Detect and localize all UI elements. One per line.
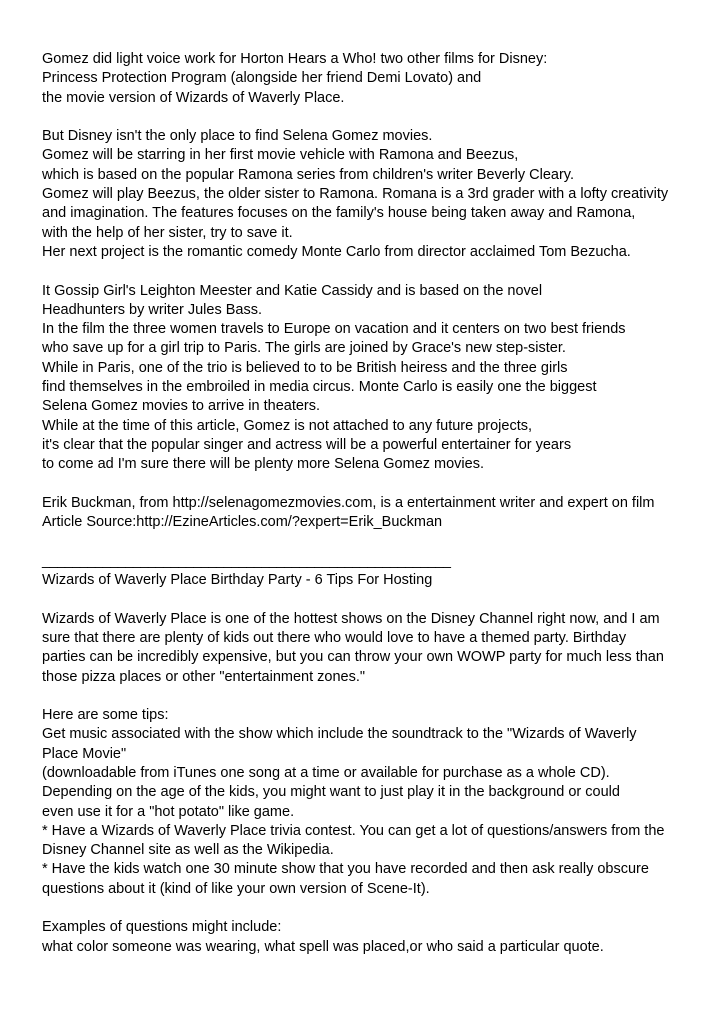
text-line: While at the time of this article, Gomez is not attached to any future projects,: [42, 417, 533, 434]
paragraph-monte-carlo: [42, 282, 702, 475]
text-line: even use it for a "hot potato" like game.: [42, 803, 295, 820]
text-line: Examples of questions might include:: [42, 919, 282, 936]
text-line: Headhunters by writer Jules Bass.: [42, 301, 263, 318]
text-line: Selena Gomez movies to arrive in theaters.: [42, 398, 321, 415]
text-line: (downloadable from iTunes one song at a time or available for purchase as a whole CD).: [42, 764, 610, 781]
paragraph-wowp-intro: [42, 610, 702, 687]
text-line: and imagination. The features focuses on the family's house being taken away and Ramona,: [42, 205, 636, 222]
text-line: It Gossip Girl's Leighton Meester and Katie Cassidy and is based on the novel: [42, 282, 543, 299]
text-line: Her next project is the romantic comedy Monte Carlo from director acclaimed Tom Bezucha.: [42, 243, 631, 260]
text-line: Erik Buckman, from http://selenagomezmovies.com, is a entertainment writer and expert on film: [42, 494, 655, 511]
paragraph-ramona-beezus: [42, 127, 702, 262]
text-line: what color someone was wearing, what spell was placed,or who said a particular quote.: [42, 938, 604, 955]
separator-rule: ______________________________________________________: [42, 552, 451, 569]
paragraph-author-source: [42, 494, 702, 533]
text-line: which is based on the popular Ramona series from children's writer Beverly Cleary.: [42, 166, 574, 183]
text-line: Wizards of Waverly Place is one of the hottest shows on the Disney Channel right now, and I am: [42, 610, 660, 627]
text-line: Here are some tips:: [42, 707, 169, 724]
text-line: Gomez did light voice work for Horton Hears a Who! two other films for Disney:: [42, 51, 548, 67]
text-line: those pizza places or other "entertainment zones.": [42, 668, 366, 685]
text-line: Get music associated with the show which include the soundtrack to the "Wizards of Waverly: [42, 726, 637, 743]
text-line: While in Paris, one of the trio is believed to to be British heiress and the three girls: [42, 359, 568, 376]
paragraph-section-heading: [42, 552, 702, 591]
text-line: Place Movie": [42, 745, 127, 762]
text-line: Depending on the age of the kids, you might want to just play it in the background or could: [42, 784, 620, 801]
text-line: Disney Channel site as well as the Wikipedia.: [42, 842, 334, 859]
text-line: sure that there are plenty of kids out there who would love to have a themed party. Birthday: [42, 629, 627, 646]
text-line: parties can be incredibly expensive, but you can throw your own WOWP party for much less than: [42, 649, 664, 666]
text-line: it's clear that the popular singer and actress will be a powerful entertainer for years: [42, 436, 572, 453]
text-line: to come ad I'm sure there will be plenty more Selena Gomez movies.: [42, 456, 484, 473]
text-line: Article Source:http://EzineArticles.com/?expert=Erik_Buckman: [42, 514, 443, 531]
text-line: the movie version of Wizards of Waverly Place.: [42, 89, 345, 106]
paragraph-voice-work: [42, 50, 702, 108]
document-page: [42, 50, 702, 976]
text-line: find themselves in the embroiled in media circus. Monte Carlo is easily one the biggest: [42, 379, 597, 396]
article-title: Wizards of Waverly Place Birthday Party - 6 Tips For Hosting: [42, 572, 433, 589]
text-line: In the film the three women travels to Europe on vacation and it centers on two best friends: [42, 321, 626, 338]
text-line: with the help of her sister, try to save it.: [42, 224, 293, 241]
text-line: But Disney isn't the only place to find Selena Gomez movies.: [42, 128, 433, 145]
paragraph-question-examples: [42, 918, 702, 957]
text-line: * Have the kids watch one 30 minute show that you have recorded and then ask really obscure: [42, 861, 649, 878]
text-line: Gomez will play Beezus, the older sister to Ramona. Romana is a 3rd grader with a lofty creativity: [42, 186, 669, 203]
text-line: Gomez will be starring in her first movie vehicle with Ramona and Beezus,: [42, 147, 519, 164]
paragraph-tips: [42, 706, 702, 899]
text-line: questions about it (kind of like your own version of Scene-It).: [42, 880, 430, 897]
text-line: * Have a Wizards of Waverly Place trivia contest. You can get a lot of questions/answers from the: [42, 822, 665, 839]
text-line: who save up for a girl trip to Paris. The girls are joined by Grace's new step-sister.: [42, 340, 566, 357]
text-line: Princess Protection Program (alongside her friend Demi Lovato) and: [42, 70, 482, 87]
